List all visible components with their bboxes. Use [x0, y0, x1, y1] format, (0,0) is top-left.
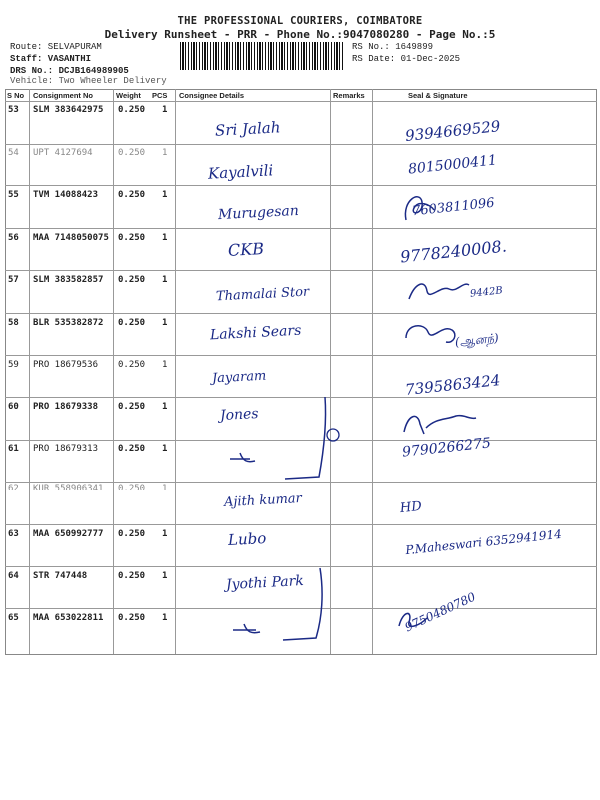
sno-cell: 55	[8, 190, 19, 200]
signature-scribble	[400, 190, 440, 226]
weight-cell: 0.250	[118, 148, 146, 158]
weight-cell: 0.250	[118, 613, 146, 623]
consignee-handwriting: Lakshi Sears	[209, 322, 302, 344]
col-header-weight: Weight	[116, 91, 141, 100]
col-header-pcs: PCS	[152, 91, 168, 100]
rs-no-label: RS No.: 1649899	[352, 42, 434, 52]
consignment-cell: UPT 4127694	[33, 148, 93, 158]
signature-phone: 7395863424	[404, 371, 502, 399]
pcs-cell: 1	[162, 360, 168, 370]
signature-phone: HD	[399, 498, 423, 517]
consignee-handwriting: Thamalai Stor	[215, 284, 310, 305]
consignment-cell: MAA 7148050075	[33, 233, 109, 243]
sno-cell: 56	[8, 233, 19, 243]
vehicle-label: Vehicle: Two Wheeler Delivery	[10, 76, 167, 85]
col-header-remarks: Remarks	[333, 91, 365, 100]
header-row-divider	[5, 101, 597, 102]
consignment-cell: KUR 558906341	[33, 484, 104, 490]
weight-cell: 0.250	[118, 318, 146, 328]
pcs-cell: 1	[162, 402, 168, 412]
consignee-handwriting: Ajith kumar	[223, 490, 303, 511]
consignee-handwriting: CKB	[227, 239, 265, 260]
consignment-cell: BLR 535382872	[33, 318, 104, 328]
col-header-sno: S No	[7, 91, 25, 100]
weight-cell: 0.250	[118, 233, 146, 243]
sno-cell: 63	[8, 529, 19, 539]
row-divider	[5, 355, 597, 356]
consignee-handwriting: Jyothi Park	[225, 572, 305, 594]
company-title: THE PROFESSIONAL COURIERS, COIMBATORE	[177, 15, 423, 27]
sno-cell: 64	[8, 571, 19, 581]
weight-cell: 0.250	[118, 190, 146, 200]
pcs-cell: 1	[162, 484, 168, 490]
weight-cell: 0.250	[118, 571, 146, 581]
row-divider	[5, 185, 597, 186]
row-divider	[5, 566, 597, 567]
column-divider	[29, 89, 30, 654]
pcs-cell: 1	[162, 529, 168, 539]
col-header-consignee: Consignee Details	[179, 91, 245, 100]
signature-scribble	[400, 408, 480, 438]
signature-phone: 8015000411	[407, 152, 498, 178]
consignment-cell: STR 747448	[33, 571, 88, 581]
runsheet-title: Delivery Runsheet - PRR - Phone No.:9047080280 - Page No.:5	[104, 28, 496, 41]
consignment-cell: PRO 18679313	[33, 444, 99, 454]
ditto-bracket-mark	[225, 568, 338, 648]
signature-phone: 7603811096	[411, 195, 496, 220]
weight-cell: 0.250	[118, 360, 146, 370]
consignee-handwriting: Sri Jalah	[214, 118, 281, 140]
consignee-handwriting: Jayaram	[211, 368, 267, 387]
signature-phone: 9750480780	[402, 589, 478, 635]
column-divider	[175, 89, 176, 654]
consignment-cell: SLM 383582857	[33, 275, 104, 285]
staff-label: Staff: VASANTHI	[10, 54, 92, 64]
consignee-handwriting: Murugesan	[217, 202, 300, 224]
ditto-bracket-mark	[225, 395, 355, 485]
sno-cell: 54	[8, 148, 19, 158]
sno-cell: 53	[8, 105, 19, 115]
weight-cell: 0.250	[118, 105, 146, 115]
column-divider	[372, 89, 373, 654]
route-label: Route: SELVAPURAM	[10, 42, 102, 52]
signature-phone: 9790266275	[401, 435, 492, 461]
pcs-cell: 1	[162, 613, 168, 623]
signature-phone: 9394669529	[404, 117, 502, 145]
sno-cell: 59	[8, 360, 19, 370]
weight-cell: 0.250	[118, 275, 146, 285]
sno-cell: 65	[8, 613, 19, 623]
signature-phone: (ஆனந்)	[454, 330, 500, 350]
consignee-handwriting: Jones	[219, 406, 259, 424]
weight-cell: 0.250	[118, 444, 146, 454]
signature-phone: 9442B	[469, 285, 504, 300]
signature-phone: P.Maheswari 6352941914	[404, 526, 563, 558]
sno-cell: 58	[8, 318, 19, 328]
pcs-cell: 1	[162, 444, 168, 454]
column-divider	[113, 89, 114, 654]
row-divider	[5, 524, 597, 525]
weight-cell: 0.250	[118, 529, 146, 539]
signature-phone: 9778240008.	[399, 236, 508, 267]
consignment-cell: TVM 14088423	[33, 190, 99, 200]
col-header-seal: Seal & Signature	[408, 91, 468, 100]
signature-scribble	[395, 604, 435, 634]
barcode	[180, 42, 345, 70]
drs-label: DRS No.: DCJB164989905	[10, 66, 129, 76]
row-divider	[5, 144, 597, 145]
consignment-cell: SLM 383642975	[33, 105, 104, 115]
pcs-cell: 1	[162, 318, 168, 328]
sno-cell: 60	[8, 402, 19, 412]
pcs-cell: 1	[162, 190, 168, 200]
pcs-cell: 1	[162, 571, 168, 581]
signature-scribble	[405, 275, 475, 305]
rs-date-label: RS Date: 01-Dec-2025	[352, 54, 461, 64]
sno-cell: 61	[8, 444, 19, 454]
sno-cell: 57	[8, 275, 19, 285]
weight-cell: 0.250	[118, 484, 146, 490]
row-divider	[5, 270, 597, 271]
sno-cell: 62	[8, 484, 19, 490]
pcs-cell: 1	[162, 233, 168, 243]
consignment-cell: MAA 650992777	[33, 529, 104, 539]
consignee-handwriting: Lubo	[227, 529, 267, 549]
weight-cell: 0.250	[118, 402, 146, 412]
pcs-cell: 1	[162, 105, 168, 115]
pcs-cell: 1	[162, 148, 168, 158]
consignee-handwriting: Kayalvili	[207, 161, 274, 183]
col-header-consignment: Consignment No	[33, 91, 93, 100]
row-divider	[5, 313, 597, 314]
signature-scribble	[402, 318, 462, 350]
consignment-cell: PRO 18679536	[33, 360, 99, 370]
pcs-cell: 1	[162, 275, 168, 285]
consignment-cell: MAA 653022811	[33, 613, 104, 623]
row-divider	[5, 228, 597, 229]
consignment-cell: PRO 18679338	[33, 402, 99, 412]
